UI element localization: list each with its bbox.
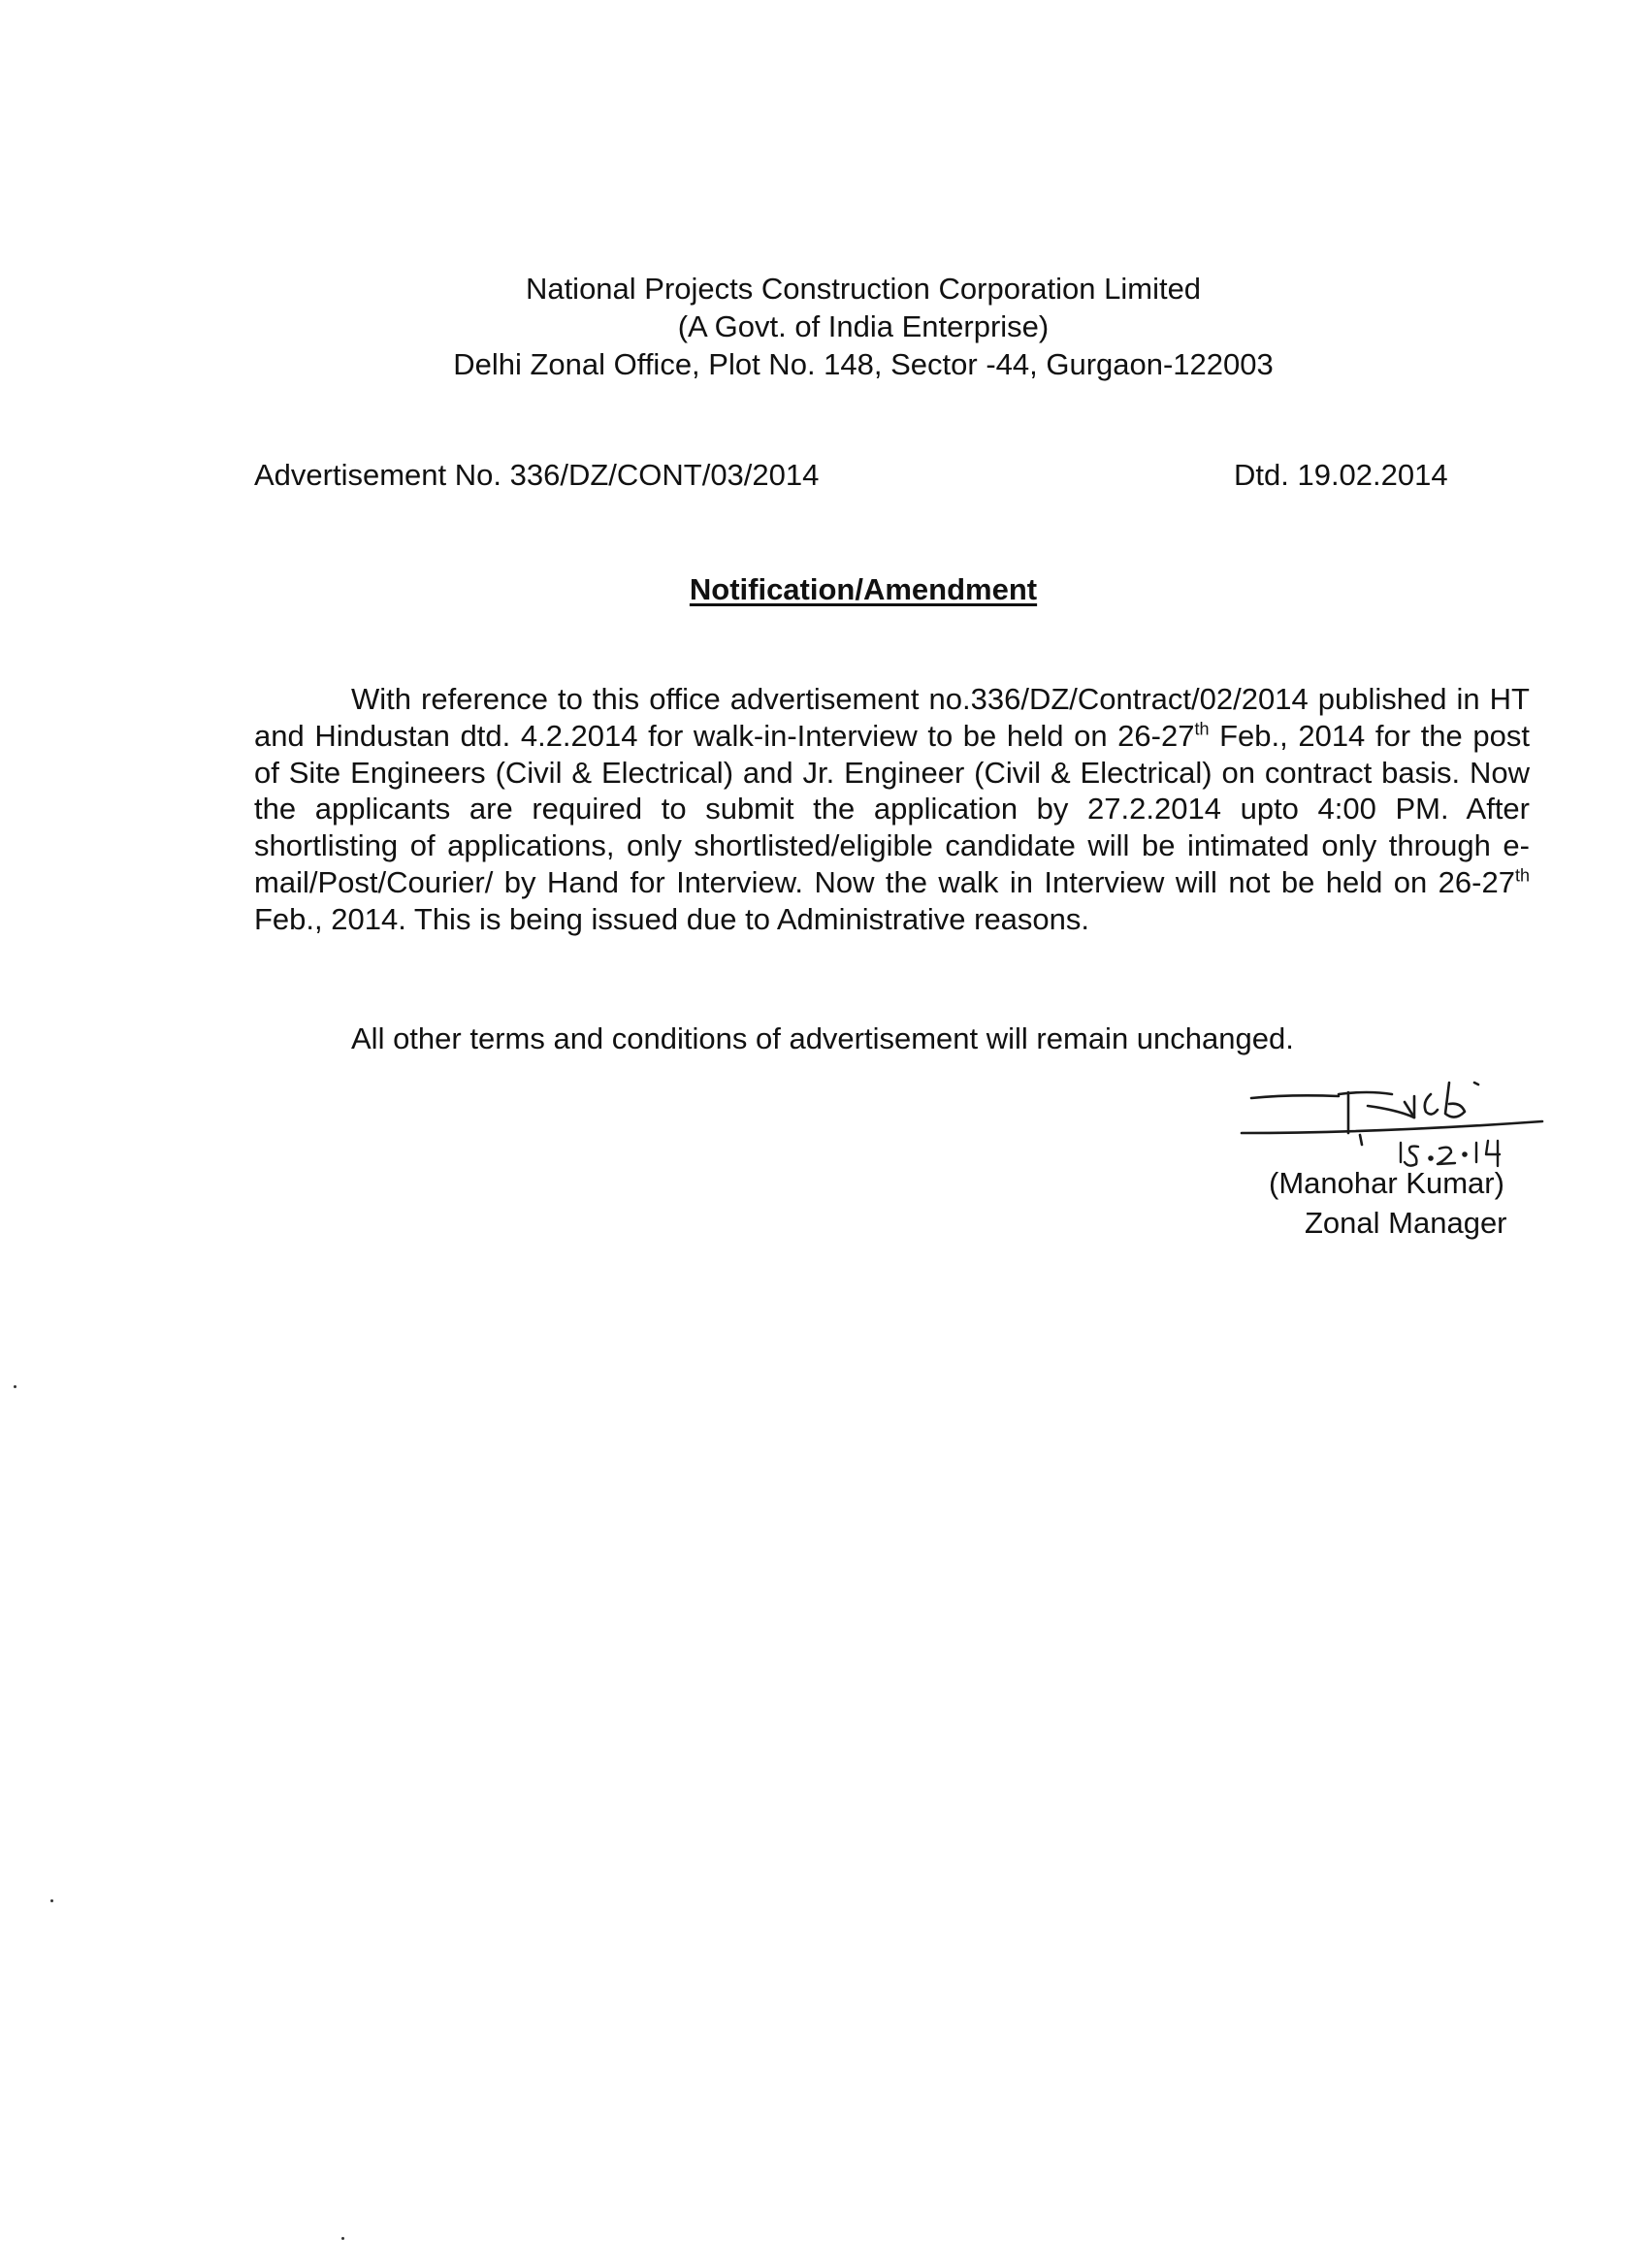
- signatory-designation: Zonal Manager: [1305, 1206, 1507, 1240]
- body-text-part3: Feb., 2014. This is being issued due to Administrative reasons.: [254, 901, 1090, 936]
- advertisement-number: Advertisement No. 336/DZ/CONT/03/2014: [254, 458, 820, 492]
- organization-subtitle: (A Govt. of India Enterprise): [677, 309, 1050, 343]
- signatory-name: (Manohar Kumar): [1269, 1166, 1504, 1200]
- organization-name: National Projects Construction Corporation Limited: [525, 272, 1202, 306]
- notice-title: Notification/Amendment: [689, 572, 1038, 606]
- body-text-part1: With reference to this office advertisement no.336/DZ/Contract/02/2014 published in HT and Hindustan dtd. 4.2.2014 for walk-in-Interview to be held on 26-27: [254, 682, 1530, 753]
- body-text-part2: Feb., 2014 for the post of Site Engineers (Civil & Electrical) and Jr. Engineer (Civil & Electrical) on contract basis. Now the applicants are required to submit the application by 27.2.2014 upto 4:00 PM. After shortlisting of applications, only shortlisted/eligible candidate will be intimated only through e-mail/Post/Courier/ by Hand for Interview. Now the walk in Interview will not be held on 26-27: [254, 718, 1530, 899]
- ordinal-suffix: th: [1514, 865, 1530, 886]
- scan-speck: [341, 2237, 344, 2240]
- body-paragraph: [254, 681, 1530, 938]
- office-address: Delhi Zonal Office, Plot No. 148, Sector -44, Gurgaon-122003: [453, 347, 1274, 381]
- scan-speck: [50, 1899, 53, 1902]
- letterhead: [0, 270, 1649, 383]
- advertisement-date: Dtd. 19.02.2014: [1234, 458, 1448, 492]
- ordinal-suffix: th: [1194, 719, 1210, 739]
- handwritten-signature: [1232, 1073, 1600, 1180]
- closing-statement: All other terms and conditions of advertisement will remain unchanged.: [351, 1021, 1294, 1055]
- scan-speck: [14, 1385, 16, 1388]
